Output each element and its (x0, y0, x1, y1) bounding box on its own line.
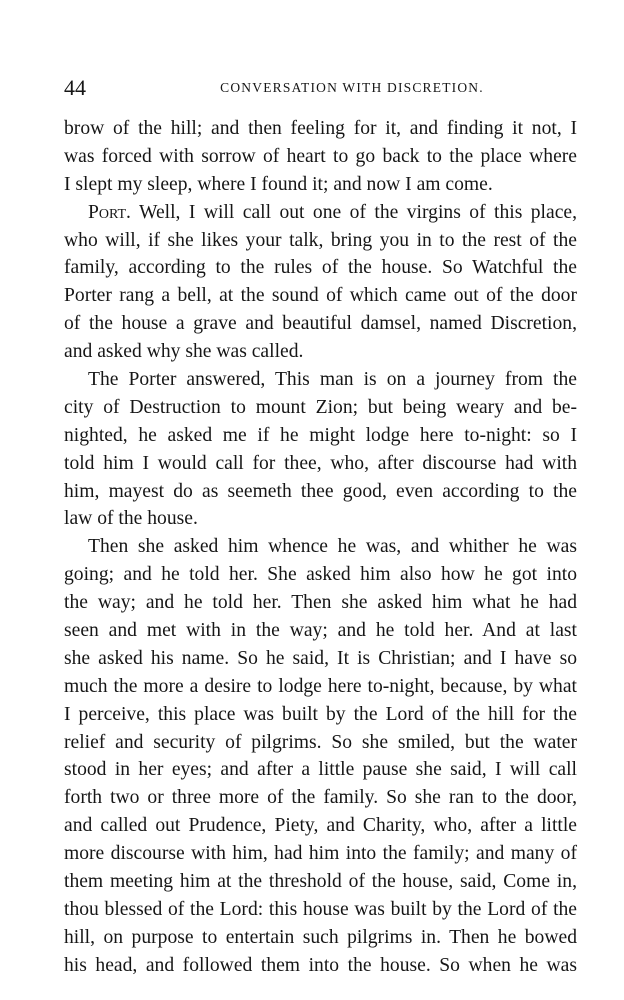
text-line (64, 199, 577, 227)
line-text: them meeting him at the threshold of the house, said, Come in, (64, 871, 577, 893)
text-line (64, 729, 577, 757)
line-text: Then she asked him whence he was, and whither he was (88, 536, 577, 558)
text-line (64, 868, 577, 896)
line-text: forth two or three more of the family. So she ran to the door, (64, 787, 577, 809)
text-line (64, 422, 577, 450)
text-line (64, 673, 577, 701)
line-text: I slept my sleep, where I found it; and now I am come. (64, 173, 493, 195)
text-line (64, 756, 577, 784)
line-text: relief and security of pilgrims. So she smiled, but the water (64, 731, 577, 753)
line-text: much the more a desire to lodge here to-night, because, by what (64, 675, 577, 697)
line-text: of the house a grave and beautiful damsel, named Discretion, (64, 313, 577, 335)
line-text: she asked his name. So he said, It is Christian; and I have so (64, 647, 577, 669)
line-text: more discourse with him, had him into the family; and many of (64, 843, 577, 865)
line-text: his head, and followed them into the house. So when he was (64, 954, 577, 976)
text-line (64, 645, 577, 673)
text-line (64, 450, 577, 478)
text-line (64, 784, 577, 812)
page-number: 44 (64, 75, 86, 100)
line-text: was forced with sorrow of heart to go back to the place where (64, 145, 577, 167)
text-line (64, 505, 577, 533)
running-title: CONVERSATION WITH DISCRETION. (220, 80, 484, 95)
line-text: hill, on purpose to entertain such pilgrims in. Then he bowed (64, 926, 577, 948)
line-text: I perceive, this place was built by the Lord of the hill for the (64, 703, 577, 725)
text-line (64, 561, 577, 589)
text-line (64, 310, 577, 338)
text-line (64, 924, 577, 952)
line-text: Porter rang a bell, at the sound of which came out of the door (64, 285, 577, 307)
text-line (64, 617, 577, 645)
line-text: law of the house. (64, 508, 198, 530)
text-line (64, 115, 577, 143)
line-text: and asked why she was called. (64, 341, 304, 363)
line-text: nighted, he asked me if he might lodge here to-night: so I (64, 424, 577, 446)
text-line (64, 394, 577, 422)
text-line (64, 254, 577, 282)
body-text (64, 115, 577, 980)
line-text: Well, I will call out one of the virgins of this place, (139, 201, 577, 223)
text-line (64, 701, 577, 729)
text-line (64, 227, 577, 255)
line-text: stood in her eyes; and after a little pause she said, I will call (64, 759, 577, 781)
line-text: going; and he told her. She asked him also how he got into (64, 564, 577, 586)
line-text: The Porter answered, This man is on a journey from the (88, 369, 577, 391)
speaker-label: Port. (88, 201, 131, 223)
line-text: brow of the hill; and then feeling for it, and finding it not, I (64, 118, 577, 139)
text-line (64, 896, 577, 924)
line-text: told him I would call for thee, who, after discourse had with (64, 452, 577, 474)
text-line (64, 143, 577, 171)
line-text: city of Destruction to mount Zion; but being weary and be- (64, 396, 577, 418)
line-text: who will, if she likes your talk, bring you in to the rest of the (64, 229, 577, 251)
line-text: him, mayest do as seemeth thee good, even according to the (64, 480, 577, 502)
running-head (64, 74, 580, 102)
text-line (64, 338, 577, 366)
text-line (64, 952, 577, 980)
line-text: thou blessed of the Lord: this house was built by the Lord of the (64, 898, 577, 920)
text-line (64, 171, 577, 199)
line-text: the way; and he told her. Then she asked him what he had (64, 592, 577, 614)
line-text: and called out Prudence, Piety, and Charity, who, after a little (64, 815, 577, 837)
line-text: family, according to the rules of the house. So Watchful the (64, 257, 577, 279)
text-line (64, 533, 577, 561)
text-line (64, 478, 577, 506)
text-line (64, 282, 577, 310)
line-text: seen and met with in the way; and he told her. And at last (64, 620, 577, 642)
text-line (64, 589, 577, 617)
text-line (64, 840, 577, 868)
text-line (64, 366, 577, 394)
text-line (64, 812, 577, 840)
